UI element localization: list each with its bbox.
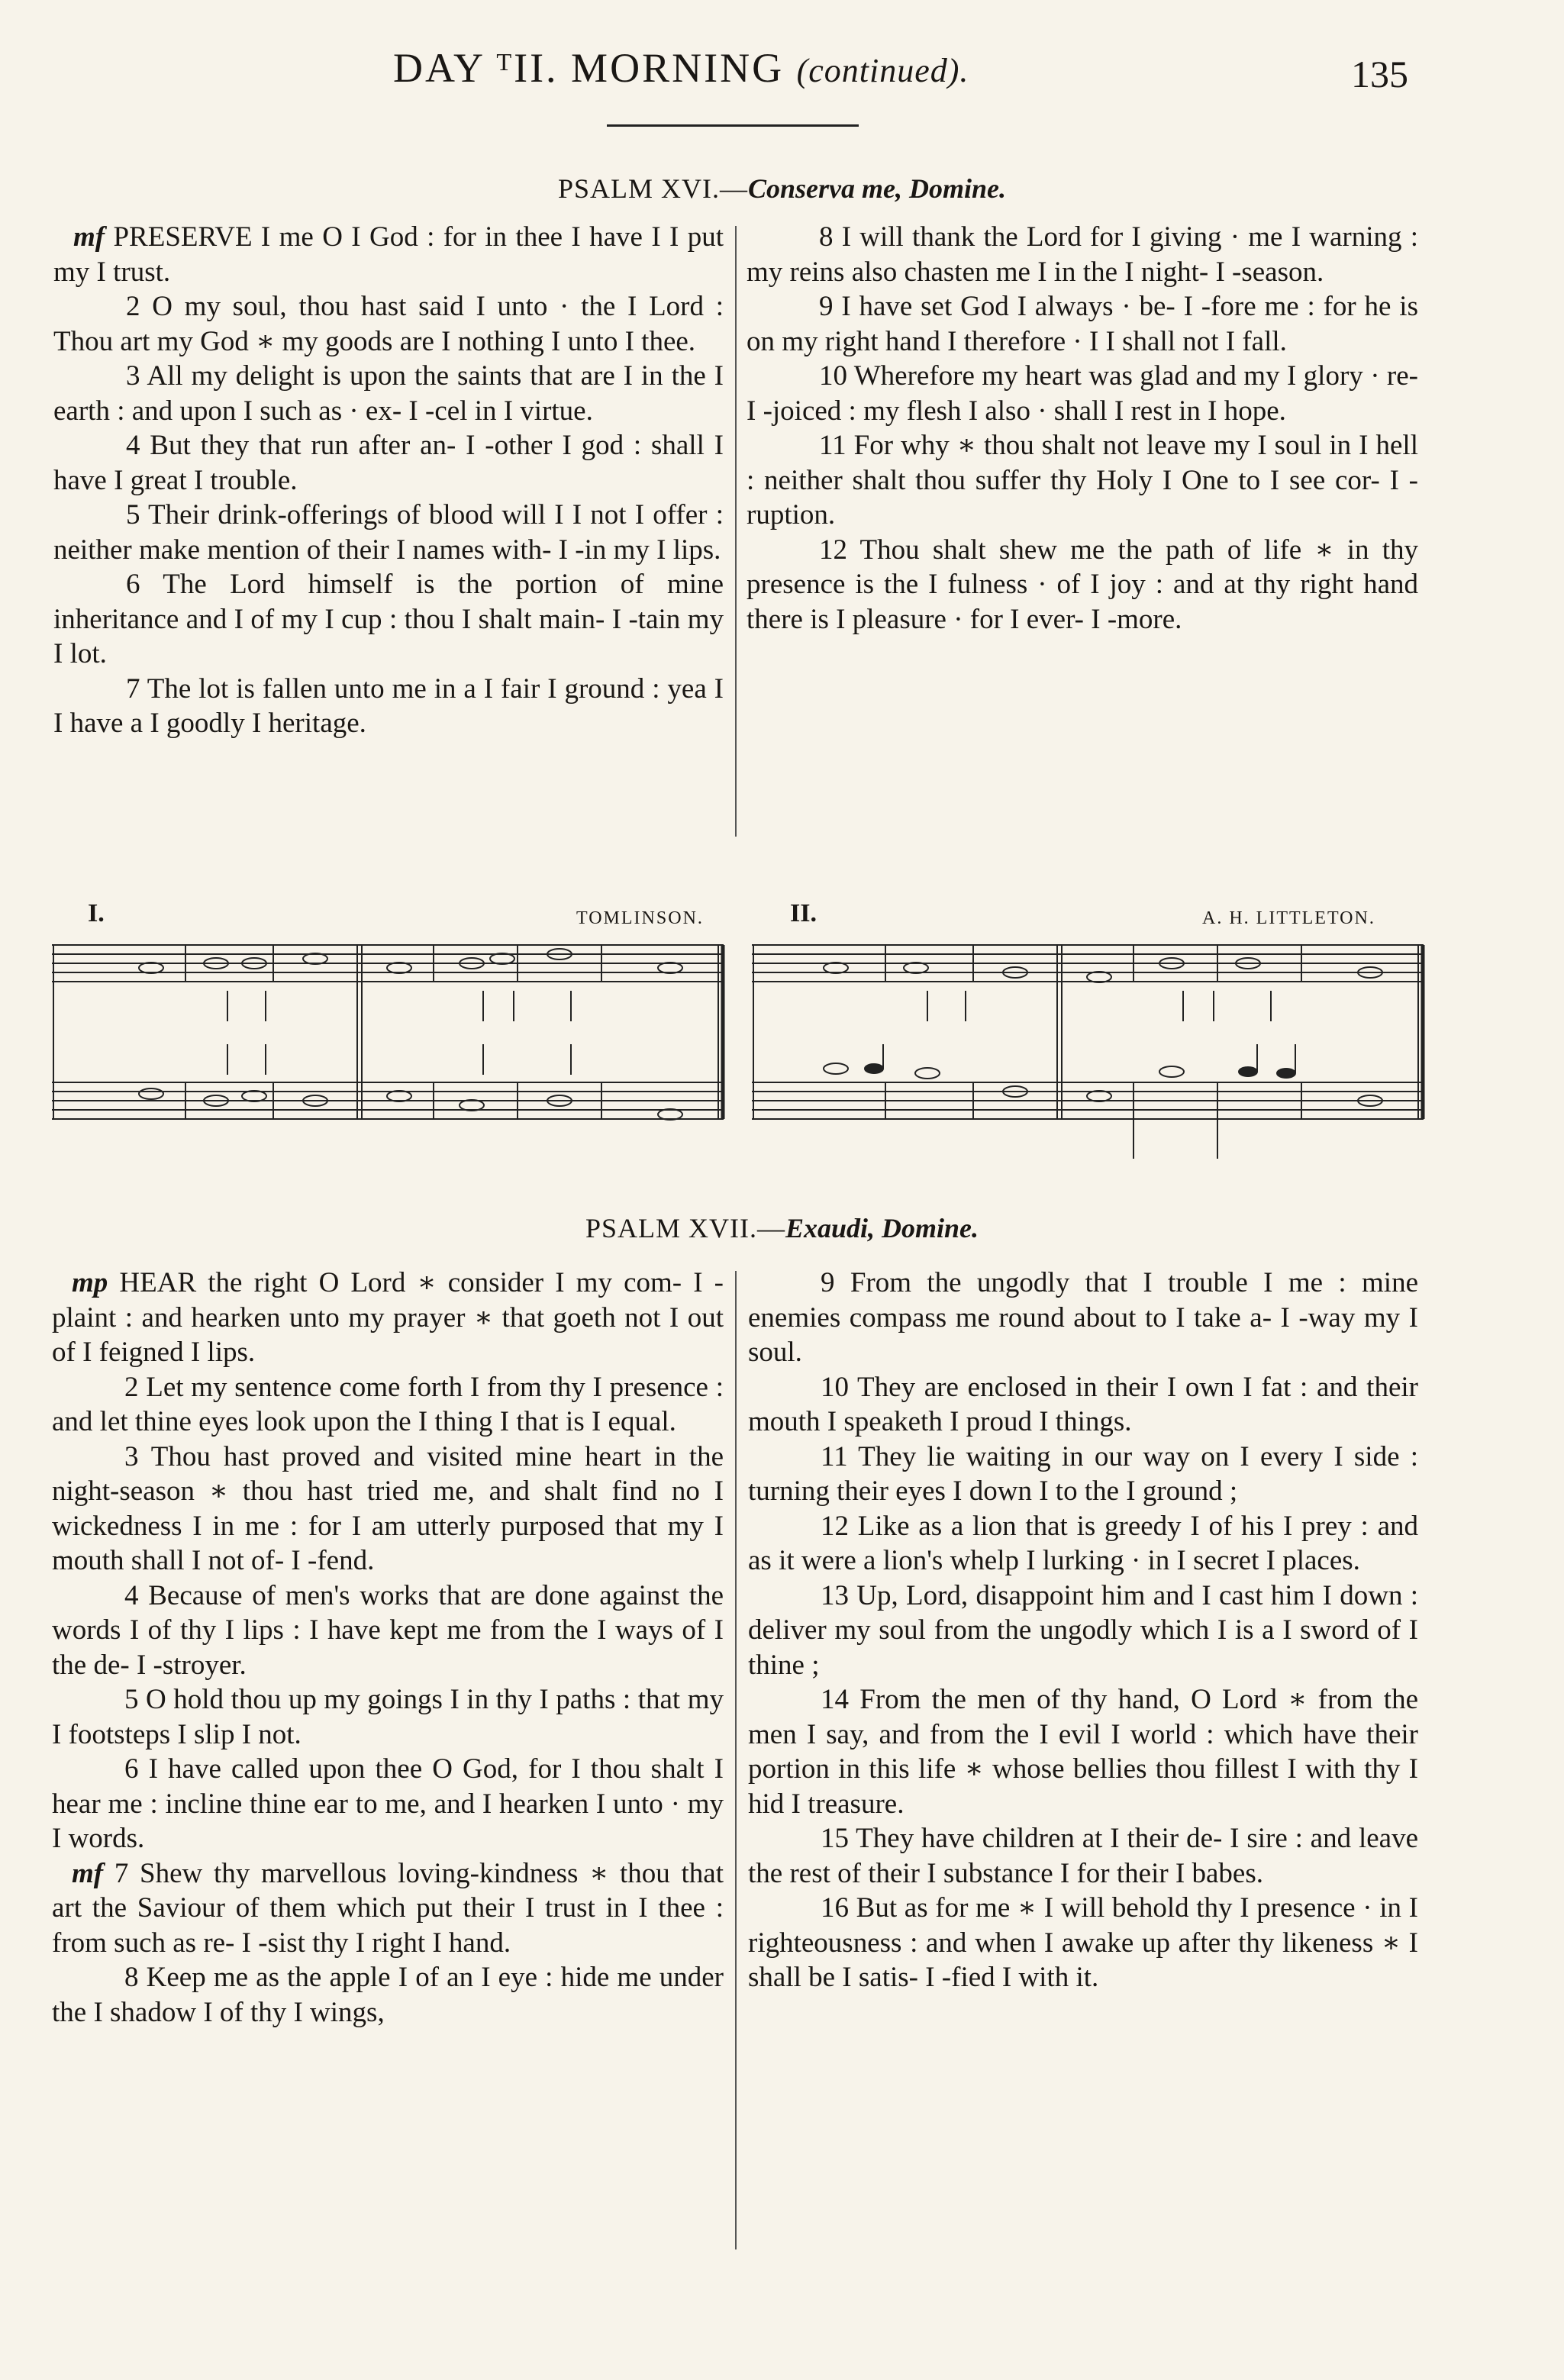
psalm-16-latin: Conserva me, Domine. <box>748 173 1007 204</box>
verse: 2 O my soul, thou hast said I unto · the I Lord : Thou art my God ∗ my goods are I nothing I unto I thee. <box>53 291 724 357</box>
verse: 16 But as for me ∗ I will behold thy I presence · in I righteousness : and when I awake up after thy likeness ∗ I shall be I satis- I -fied I with it. <box>748 1892 1418 1993</box>
verse <box>52 1856 724 1961</box>
verse: 8 Keep me as the apple I of an I eye : hide me under the I shadow I of thy I wings, <box>52 1962 724 2028</box>
dynamic-marking: mf <box>73 221 105 253</box>
verse: 11 They lie waiting in our way on I every I side : turning their eyes I down I to the I ground ; <box>748 1440 1418 1507</box>
dynamic-marking: mp <box>72 1267 108 1298</box>
verse: 4 Because of men's works that are done against the words I of thy I lips : I have kept me from the I ways of I the de- I -stroyer. <box>52 1579 724 1681</box>
column-rule <box>735 1271 737 2249</box>
chant-2-label: II. <box>790 899 817 927</box>
page-number: 135 <box>1351 53 1408 95</box>
header-continued: (continued). <box>796 52 969 89</box>
psalm-17-number: PSALM XVII.— <box>585 1213 785 1243</box>
verse: 8 I will thank the Lord for I giving · me I warning : my reins also chasten me I in the I night- I -season. <box>747 221 1418 288</box>
verse: 4 But they that run after an- I -other I god : shall I have I great I trouble. <box>53 430 724 496</box>
psalm-16-right-column <box>747 220 1418 637</box>
verse: 11 For why ∗ thou shalt not leave my I soul in I hell : neither shalt thou suffer thy Holy I One to I see cor- I -ruption. <box>747 430 1418 531</box>
verse: 5 O hold thou up my goings I in thy I paths : that my I footsteps I slip I not. <box>52 1684 724 1750</box>
chant-2-score <box>752 937 1431 1166</box>
header-day: DAY ᵀII. MORNING <box>393 45 785 91</box>
psalm-16-left-column <box>53 220 724 741</box>
running-header <box>0 44 1564 105</box>
verse-text: HEAR the right O Lord ∗ consider I my com- I -plaint : and hearken unto my prayer ∗ that goeth not I out of I feigned I lips. <box>52 1267 724 1368</box>
verse: 6 The Lord himself is the portion of mine inheritance and I of my I cup : thou I shalt main- I -tain my I lot. <box>53 569 724 669</box>
verse: 9 I have set God I always · be- I -fore me : for he is on my right hand I therefore · I I shall not I fall. <box>747 291 1418 357</box>
verse: 15 They have children at I their de- I sire : and leave the rest of their I substance I for their I babes. <box>748 1823 1418 1889</box>
verse: 5 Their drink-offerings of blood will I I not I offer : neither make mention of their I names with- I -in my I lips. <box>53 499 724 566</box>
verse-text: 7 Shew thy marvellous loving-kindness ∗ thou that art the Saviour of them which put their I trust in I thee : from such as re- I -sist thy I right I hand. <box>52 1857 724 1959</box>
verse <box>53 220 724 289</box>
verse <box>52 1266 724 1370</box>
verse: 13 Up, Lord, disappoint him and I cast him I down : deliver my soul from the ungodly which I is a I sword of I thine ; <box>748 1579 1418 1681</box>
column-rule <box>735 226 737 837</box>
psalm-16-title <box>0 173 1564 205</box>
psalm-17-latin: Exaudi, Domine. <box>785 1213 979 1243</box>
chant-1-score <box>52 937 731 1143</box>
verse: 12 Like as a lion that is greedy I of his I prey : and as it were a lion's whelp I lurking · in I secret I places. <box>748 1510 1418 1576</box>
psalm-16-number: PSALM XVI.— <box>557 173 749 204</box>
verse: 9 From the ungodly that I trouble I me : mine enemies compass me round about to I take a- I -way my I soul. <box>748 1267 1418 1368</box>
psalm-17-right-column <box>748 1266 1418 1995</box>
header-rule <box>607 124 859 127</box>
verse: 14 From the men of thy hand, O Lord ∗ from the men I say, and from the I evil I world : which have their portion in this life ∗ whose bellies thou fillest I with thy I hid I treasure. <box>748 1684 1418 1820</box>
header-title <box>393 44 969 92</box>
verse: 10 They are enclosed in their I own I fat : and their mouth I speaketh I proud I things. <box>748 1371 1418 1437</box>
verse: 2 Let my sentence come forth I from thy I presence : and let thine eyes look upon the I thing I that is I equal. <box>52 1371 724 1437</box>
verse-text: PRESERVE I me O I God : for in thee I have I I put my I trust. <box>53 221 724 288</box>
verse: 12 Thou shalt shew me the path of life ∗ in thy presence is the I fulness · of I joy : and at thy right hand there is I pleasure · for I ever- I -more. <box>747 534 1418 635</box>
chant-1-composer: TOMLINSON. <box>576 908 704 928</box>
psalm-17-title <box>0 1212 1564 1244</box>
psalm-17-left-column <box>52 1266 724 2030</box>
chant-2-composer: A. H. LITTLETON. <box>1202 908 1375 928</box>
dynamic-marking: mf <box>72 1857 104 1889</box>
verse: 3 Thou hast proved and visited mine heart in the night-season ∗ thou hast tried me, and shalt find no I wickedness I in me : for I am utterly purposed that my I mouth shall I not of- I -fend. <box>52 1440 724 1576</box>
chant-1-label: I. <box>88 899 105 927</box>
verse: 10 Wherefore my heart was glad and my I glory · re- I -joiced : my flesh I also · shall I rest in I hope. <box>747 360 1418 427</box>
verse: 6 I have called upon thee O God, for I thou shalt I hear me : incline thine ear to me, and I hearken I unto · my I words. <box>52 1753 724 1854</box>
verse: 7 The lot is fallen unto me in a I fair I ground : yea I I have a I goodly I heritage. <box>53 672 724 739</box>
verse: 3 All my delight is upon the saints that are I in the I earth : and upon I such as · ex- I -cel in I virtue. <box>53 360 724 427</box>
